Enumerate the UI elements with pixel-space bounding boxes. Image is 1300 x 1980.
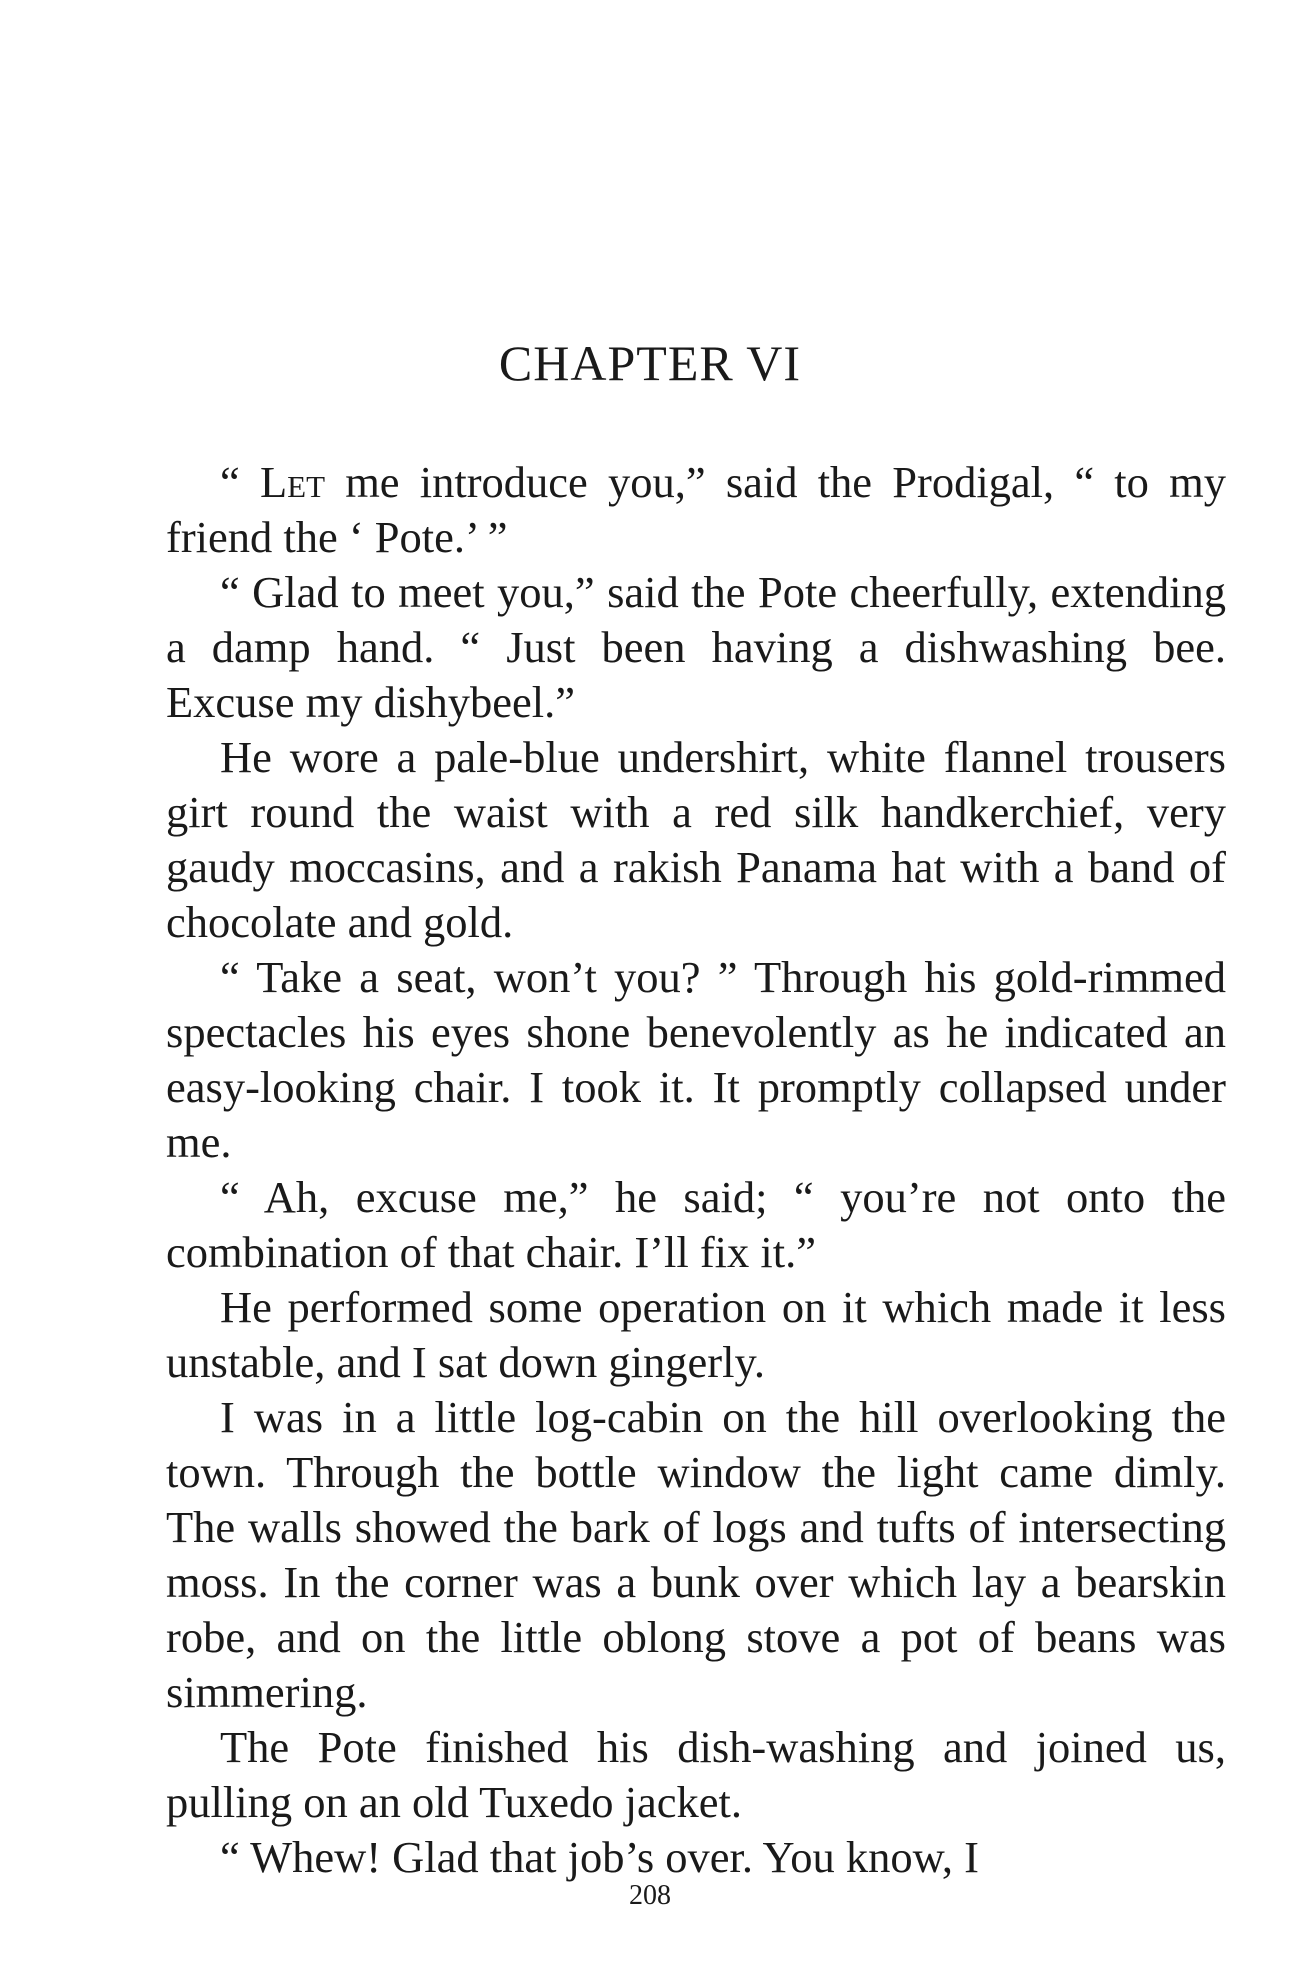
body-text — [166, 455, 1226, 1885]
paragraph — [166, 455, 1226, 565]
paragraph-lead: “ Let — [220, 457, 325, 507]
paragraph-text: me introduce you,” said the Prodigal, “ to my friend the ‘ Pote.’ ” — [166, 457, 1226, 562]
page-number: 208 — [629, 1880, 671, 1911]
paragraph: He performed some operation on it which made it less unstable, and I sat down gingerly. — [166, 1282, 1226, 1387]
chapter-heading: CHAPTER VI — [498, 335, 802, 391]
paragraph: The Pote finished his dish-washing and joined us, pulling on an old Tuxedo jacket. — [166, 1722, 1226, 1827]
paragraph: He wore a pale-blue undershirt, white flannel trousers girt round the waist with a red silk handkerchief, very gaudy moccasins, and a rakish Panama hat with a band of chocolate and gold. — [166, 732, 1226, 947]
paragraph: I was in a little log-cabin on the hill overlooking the town. Through the bottle window the light came dimly. The walls showed the bark of logs and tufts of intersecting moss. In the corner was a bunk over which lay a bearskin robe, and on the little oblong stove a pot of beans was simmering. — [166, 1392, 1226, 1717]
paragraph: “ Whew! Glad that job’s over. You know, I — [220, 1832, 979, 1882]
paragraph: “ Glad to meet you,” said the Pote cheerfully, extending a damp hand. “ Just been having a dishwashing bee. Excuse my dishybeel.” — [166, 567, 1226, 727]
paragraph: “ Ah, excuse me,” he said; “ you’re not onto the combination of that chair. I’ll fix it.” — [166, 1172, 1226, 1277]
paragraph: “ Take a seat, won’t you? ” Through his gold-rimmed spectacles his eyes shone benevolently as he indicated an easy-looking chair. I took it. It promptly collapsed under me. — [166, 952, 1226, 1167]
